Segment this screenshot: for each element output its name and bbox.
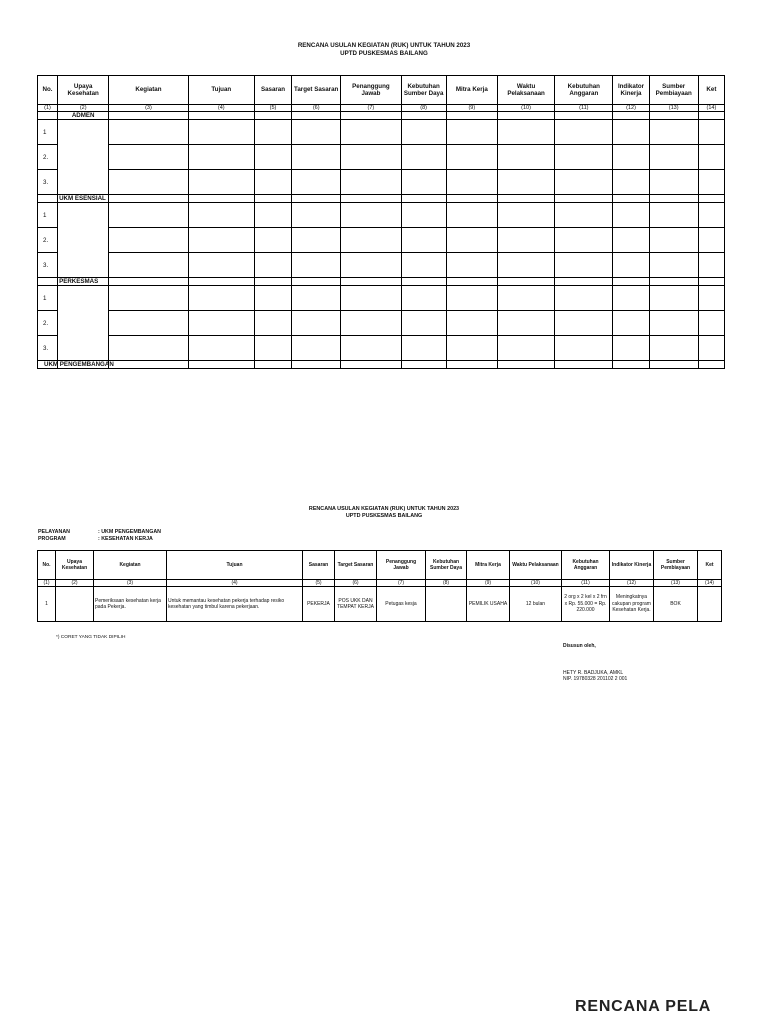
signer-name: HETY R. BADJUKA, AMKL xyxy=(563,669,624,676)
table-cell xyxy=(555,203,613,228)
cell-ket xyxy=(698,587,722,622)
table-cell xyxy=(497,253,554,278)
table-cell xyxy=(292,311,341,336)
section-cell xyxy=(341,278,401,286)
column-number: (5) xyxy=(303,580,335,587)
row-number: 2. xyxy=(38,311,58,336)
section-cell xyxy=(292,361,341,369)
program-value: : KESEHATAN KERJA xyxy=(98,536,153,542)
table-cell xyxy=(649,286,698,311)
header-sasaran: Sasaran xyxy=(303,551,335,580)
doc1-title: RENCANA USULAN KEGIATAN (RUK) UNTUK TAHUN 2023 xyxy=(297,42,471,49)
row-number: 1 xyxy=(38,286,58,311)
footnote: *) CORET YANG TIDAK DIPILIH xyxy=(56,635,126,640)
table-cell xyxy=(254,145,291,170)
doc2-title-block xyxy=(0,506,768,520)
section-cell xyxy=(292,195,341,203)
column-number: (4) xyxy=(167,580,303,587)
table-cell xyxy=(401,253,446,278)
table-cell xyxy=(446,286,497,311)
table-cell xyxy=(446,170,497,195)
column-number: (7) xyxy=(377,580,426,587)
pelayanan-value: : UKM PENGEMBANGAN xyxy=(98,529,161,535)
table-cell xyxy=(254,203,291,228)
column-number: (2) xyxy=(56,580,94,587)
table-cell xyxy=(649,311,698,336)
table-cell xyxy=(341,120,401,145)
table-cell xyxy=(497,120,554,145)
table-row xyxy=(38,286,725,311)
table-cell xyxy=(109,336,188,361)
table-cell xyxy=(401,170,446,195)
header-kebutuhan-sumber-daya: Kebutuhan Sumber Daya xyxy=(426,551,467,580)
table-cell xyxy=(497,203,554,228)
section-cell xyxy=(254,195,291,203)
table-cell xyxy=(613,203,649,228)
table-cell xyxy=(497,145,554,170)
column-number-row xyxy=(38,580,722,587)
section-cell xyxy=(555,278,613,286)
table-cell xyxy=(613,170,649,195)
program-meta xyxy=(38,529,161,543)
table-cell xyxy=(649,253,698,278)
table-cell xyxy=(188,336,254,361)
column-number: (4) xyxy=(188,105,254,112)
section-cell xyxy=(649,195,698,203)
table1-header-row xyxy=(38,76,725,105)
cell-target-sasaran: POS UKK DAN TEMPAT KERJA xyxy=(335,587,377,622)
row-number: 3. xyxy=(38,253,58,278)
column-number: (1) xyxy=(38,105,58,112)
upaya-merged-cell xyxy=(58,203,109,278)
column-number: (8) xyxy=(401,105,446,112)
row-number: 2. xyxy=(38,228,58,253)
table-cell xyxy=(109,120,188,145)
table-cell xyxy=(188,286,254,311)
header-kegiatan: Kegiatan xyxy=(109,76,188,105)
table-cell xyxy=(698,120,724,145)
table-cell xyxy=(649,228,698,253)
section-cell xyxy=(401,195,446,203)
table-cell xyxy=(188,311,254,336)
column-number: (13) xyxy=(654,580,698,587)
doc2-subtitle: UPTD PUSKESMAS BAILANG xyxy=(345,512,423,519)
table-cell xyxy=(555,253,613,278)
table-cell xyxy=(188,203,254,228)
table-cell xyxy=(613,253,649,278)
section-cell xyxy=(341,195,401,203)
table-cell xyxy=(613,228,649,253)
section-cell xyxy=(555,195,613,203)
table-cell xyxy=(254,253,291,278)
table-cell xyxy=(401,120,446,145)
table-cell xyxy=(292,228,341,253)
table-cell xyxy=(188,253,254,278)
column-number: (3) xyxy=(94,580,167,587)
signature-space xyxy=(563,650,627,670)
table-cell xyxy=(649,145,698,170)
table-cell xyxy=(341,286,401,311)
table-cell xyxy=(613,336,649,361)
cell-penanggung-jawab: Petugas kesja xyxy=(377,587,426,622)
column-number: (12) xyxy=(610,580,654,587)
table-cell xyxy=(446,253,497,278)
table-cell xyxy=(292,170,341,195)
row-number: 3. xyxy=(38,336,58,361)
section-cell xyxy=(38,112,58,120)
header-sasaran: Sasaran xyxy=(254,76,291,105)
table-cell xyxy=(497,336,554,361)
column-number: (13) xyxy=(649,105,698,112)
table-cell xyxy=(698,311,724,336)
header-target-sasaran: Target Sasaran xyxy=(335,551,377,580)
table-cell xyxy=(698,336,724,361)
section-cell xyxy=(109,278,188,286)
table-cell xyxy=(401,228,446,253)
table-cell xyxy=(555,228,613,253)
upaya-merged-cell xyxy=(58,120,109,195)
section-cell xyxy=(109,361,188,369)
header-indikator-kinerja: Indikator Kinerja xyxy=(613,76,649,105)
header-waktu-pelaksanaan: Waktu Pelaksanaan xyxy=(497,76,554,105)
section-label: UKM PENGEMBANGAN xyxy=(38,361,58,369)
header-tujuan: Tujuan xyxy=(188,76,254,105)
section-header-row xyxy=(38,278,725,286)
section-cell xyxy=(401,361,446,369)
section-cell xyxy=(446,112,497,120)
section-cell xyxy=(649,278,698,286)
header-no: No. xyxy=(38,551,56,580)
section-cell xyxy=(188,361,254,369)
section-cell xyxy=(401,112,446,120)
section-cell xyxy=(446,278,497,286)
pelayanan-line xyxy=(38,529,161,536)
header-ket: Ket xyxy=(698,551,722,580)
table-cell xyxy=(649,120,698,145)
section-cell xyxy=(497,112,554,120)
header-indikator-kinerja: Indikator Kinerja xyxy=(610,551,654,580)
cell-sasaran: PEKERJA xyxy=(303,587,335,622)
signer-nip: NIP. 19780328 201102 2 001 xyxy=(563,676,628,682)
section-cell xyxy=(188,278,254,286)
table-cell xyxy=(497,286,554,311)
header-upaya-kesehatan: Upaya Kesehatan xyxy=(58,76,109,105)
table-cell xyxy=(188,120,254,145)
table-row xyxy=(38,170,725,195)
table-cell xyxy=(446,203,497,228)
section-cell xyxy=(698,278,724,286)
table-cell xyxy=(109,170,188,195)
table-cell xyxy=(292,253,341,278)
table-cell xyxy=(446,336,497,361)
table-cell xyxy=(254,170,291,195)
table-cell xyxy=(341,336,401,361)
row-number: 1 xyxy=(38,120,58,145)
header-kebutuhan-sumber-daya: Kebutuhan Sumber Daya xyxy=(401,76,446,105)
table-cell xyxy=(254,286,291,311)
table-cell xyxy=(109,228,188,253)
table-cell xyxy=(698,145,724,170)
header-ket: Ket xyxy=(698,76,724,105)
section-cell xyxy=(188,195,254,203)
table-row xyxy=(38,587,722,622)
table-row xyxy=(38,145,725,170)
column-number: (14) xyxy=(698,105,724,112)
cell-mitra-kerja: PEMILIK USAHA xyxy=(467,587,510,622)
table-cell xyxy=(254,228,291,253)
section-cell xyxy=(613,361,649,369)
table-cell xyxy=(649,336,698,361)
section-label: PERKESMAS xyxy=(58,278,109,286)
header-waktu-pelaksanaan: Waktu Pelaksanaan xyxy=(510,551,562,580)
table-cell xyxy=(292,336,341,361)
header-sumber-pembiayaan: Sumber Pembiayaan xyxy=(649,76,698,105)
cell-no: 1 xyxy=(38,587,56,622)
table-cell xyxy=(555,120,613,145)
table-cell xyxy=(109,203,188,228)
section-cell xyxy=(555,361,613,369)
table-cell xyxy=(292,286,341,311)
signed-by-label: Disusun oleh, xyxy=(563,643,596,649)
column-number: (10) xyxy=(497,105,554,112)
section-header-row xyxy=(38,195,725,203)
table-cell xyxy=(254,336,291,361)
section-cell xyxy=(446,361,497,369)
table-cell xyxy=(109,311,188,336)
table-row xyxy=(38,120,725,145)
section-cell xyxy=(698,195,724,203)
section-cell xyxy=(613,112,649,120)
table-cell xyxy=(649,170,698,195)
section-cell xyxy=(649,112,698,120)
cell-waktu-pelaksanaan: 12 bulan xyxy=(510,587,562,622)
section-cell xyxy=(188,112,254,120)
section-cell xyxy=(497,195,554,203)
table-cell xyxy=(649,203,698,228)
section-cell xyxy=(698,361,724,369)
section-cell xyxy=(613,278,649,286)
table-cell xyxy=(341,311,401,336)
column-number: (11) xyxy=(555,105,613,112)
table-cell xyxy=(341,228,401,253)
table-cell xyxy=(497,170,554,195)
column-number: (2) xyxy=(58,105,109,112)
section-header-row xyxy=(38,361,725,369)
section-cell xyxy=(401,278,446,286)
header-mitra-kerja: Mitra Kerja xyxy=(446,76,497,105)
table-cell xyxy=(446,145,497,170)
upaya-merged-cell xyxy=(58,286,109,361)
column-number: (6) xyxy=(292,105,341,112)
column-number: (3) xyxy=(109,105,188,112)
header-kebutuhan-anggaran: Kebutuhan Anggaran xyxy=(562,551,610,580)
column-number: (10) xyxy=(510,580,562,587)
section-cell xyxy=(698,112,724,120)
table-cell xyxy=(698,170,724,195)
section-cell xyxy=(341,112,401,120)
table-row xyxy=(38,311,725,336)
column-number: (12) xyxy=(613,105,649,112)
table-cell xyxy=(613,286,649,311)
column-number: (14) xyxy=(698,580,722,587)
ruk-table-2 xyxy=(37,550,722,622)
table-cell xyxy=(254,311,291,336)
table-row xyxy=(38,203,725,228)
cell-sumber-pembiayaan: BOK xyxy=(654,587,698,622)
header-upaya-kesehatan: Upaya Kesehatan xyxy=(56,551,94,580)
section-cell xyxy=(292,112,341,120)
cell-kegiatan: Pemeriksaan kesehatan kerja pada Pekerja. xyxy=(94,587,167,622)
ruk-table-1 xyxy=(37,75,725,369)
section-label: ADMEN xyxy=(58,112,109,120)
section-cell xyxy=(446,195,497,203)
cell-kebutuhan-sumber-daya xyxy=(426,587,467,622)
table1-body xyxy=(38,112,725,369)
header-sumber-pembiayaan: Sumber Pembiayaan xyxy=(654,551,698,580)
table-cell xyxy=(341,145,401,170)
header-no: No. xyxy=(38,76,58,105)
section-label: UKM ESENSIAL xyxy=(58,195,109,203)
column-number: (1) xyxy=(38,580,56,587)
section-cell xyxy=(254,361,291,369)
header-mitra-kerja: Mitra Kerja xyxy=(467,551,510,580)
table2-header-row xyxy=(38,551,722,580)
table-cell xyxy=(341,253,401,278)
section-header-row xyxy=(38,112,725,120)
table-cell xyxy=(341,203,401,228)
doc2-title: RENCANA USULAN KEGIATAN (RUK) UNTUK TAHUN 2023 xyxy=(308,506,460,512)
section-cell xyxy=(497,361,554,369)
doc1-subtitle: UPTD PUSKESMAS BAILANG xyxy=(340,49,428,57)
section-cell xyxy=(38,278,58,286)
header-target-sasaran: Target Sasaran xyxy=(292,76,341,105)
header-penanggung-jawab: Penanggung Jawab xyxy=(341,76,401,105)
section-cell xyxy=(649,361,698,369)
column-number: (7) xyxy=(341,105,401,112)
column-number: (5) xyxy=(254,105,291,112)
table-cell xyxy=(613,120,649,145)
column-number: (11) xyxy=(562,580,610,587)
section-cell xyxy=(341,361,401,369)
table-cell xyxy=(292,203,341,228)
section-cell xyxy=(613,195,649,203)
cell-kebutuhan-anggaran: 2 org x 2 kel x 2 frn x Rp. 55.000 = Rp. 220.000 xyxy=(562,587,610,622)
table-cell xyxy=(188,145,254,170)
table-cell xyxy=(109,145,188,170)
table-cell xyxy=(555,286,613,311)
table-cell xyxy=(446,120,497,145)
table-cell xyxy=(109,286,188,311)
table-cell xyxy=(698,253,724,278)
table-cell xyxy=(401,203,446,228)
section-cell xyxy=(109,112,188,120)
table-cell xyxy=(401,145,446,170)
header-penanggung-jawab: Penanggung Jawab xyxy=(377,551,426,580)
table-cell xyxy=(188,228,254,253)
table-row xyxy=(38,228,725,253)
table-cell xyxy=(497,311,554,336)
table-cell xyxy=(497,228,554,253)
table-cell xyxy=(555,145,613,170)
table-cell xyxy=(401,336,446,361)
section-cell xyxy=(254,112,291,120)
row-number: 3. xyxy=(38,170,58,195)
column-number-row xyxy=(38,105,725,112)
table-cell xyxy=(613,311,649,336)
column-number: (6) xyxy=(335,580,377,587)
signature-block xyxy=(563,643,627,683)
header-kebutuhan-anggaran: Kebutuhan Anggaran xyxy=(555,76,613,105)
table-cell xyxy=(401,311,446,336)
table-cell xyxy=(109,253,188,278)
section-cell xyxy=(254,278,291,286)
table-cell xyxy=(613,145,649,170)
cell-tujuan: Untuk memantau kesehatan pekerja terhadap resiko kesehatan yang timbul karena pekerjaan. xyxy=(167,587,303,622)
program-label: PROGRAM xyxy=(38,536,66,542)
next-page-title-fragment: RENCANA PELA xyxy=(575,998,712,1015)
table-cell xyxy=(341,170,401,195)
program-line xyxy=(38,536,161,543)
table-cell xyxy=(292,145,341,170)
row-number: 1 xyxy=(38,203,58,228)
cell-indikator-kinerja: Meningkatnya cakupan program Kesehatan Kerja. xyxy=(610,587,654,622)
column-number: (8) xyxy=(426,580,467,587)
header-tujuan: Tujuan xyxy=(167,551,303,580)
table-cell xyxy=(254,120,291,145)
table-cell xyxy=(698,228,724,253)
doc1-title-block xyxy=(0,42,768,58)
table-cell xyxy=(401,286,446,311)
section-cell xyxy=(497,278,554,286)
table-row xyxy=(38,336,725,361)
pelayanan-label: PELAYANAN xyxy=(38,529,70,535)
cell-upaya-kesehatan xyxy=(56,587,94,622)
section-cell xyxy=(292,278,341,286)
header-kegiatan: Kegiatan xyxy=(94,551,167,580)
table-cell xyxy=(555,170,613,195)
section-cell xyxy=(109,195,188,203)
table-cell xyxy=(188,170,254,195)
table-cell xyxy=(698,286,724,311)
table-cell xyxy=(292,120,341,145)
table-row xyxy=(38,253,725,278)
section-cell xyxy=(555,112,613,120)
table-cell xyxy=(446,311,497,336)
column-number: (9) xyxy=(467,580,510,587)
table-cell xyxy=(698,203,724,228)
row-number: 2. xyxy=(38,145,58,170)
table-cell xyxy=(555,336,613,361)
table-cell xyxy=(446,228,497,253)
section-cell xyxy=(38,195,58,203)
table-cell xyxy=(555,311,613,336)
column-number: (9) xyxy=(446,105,497,112)
